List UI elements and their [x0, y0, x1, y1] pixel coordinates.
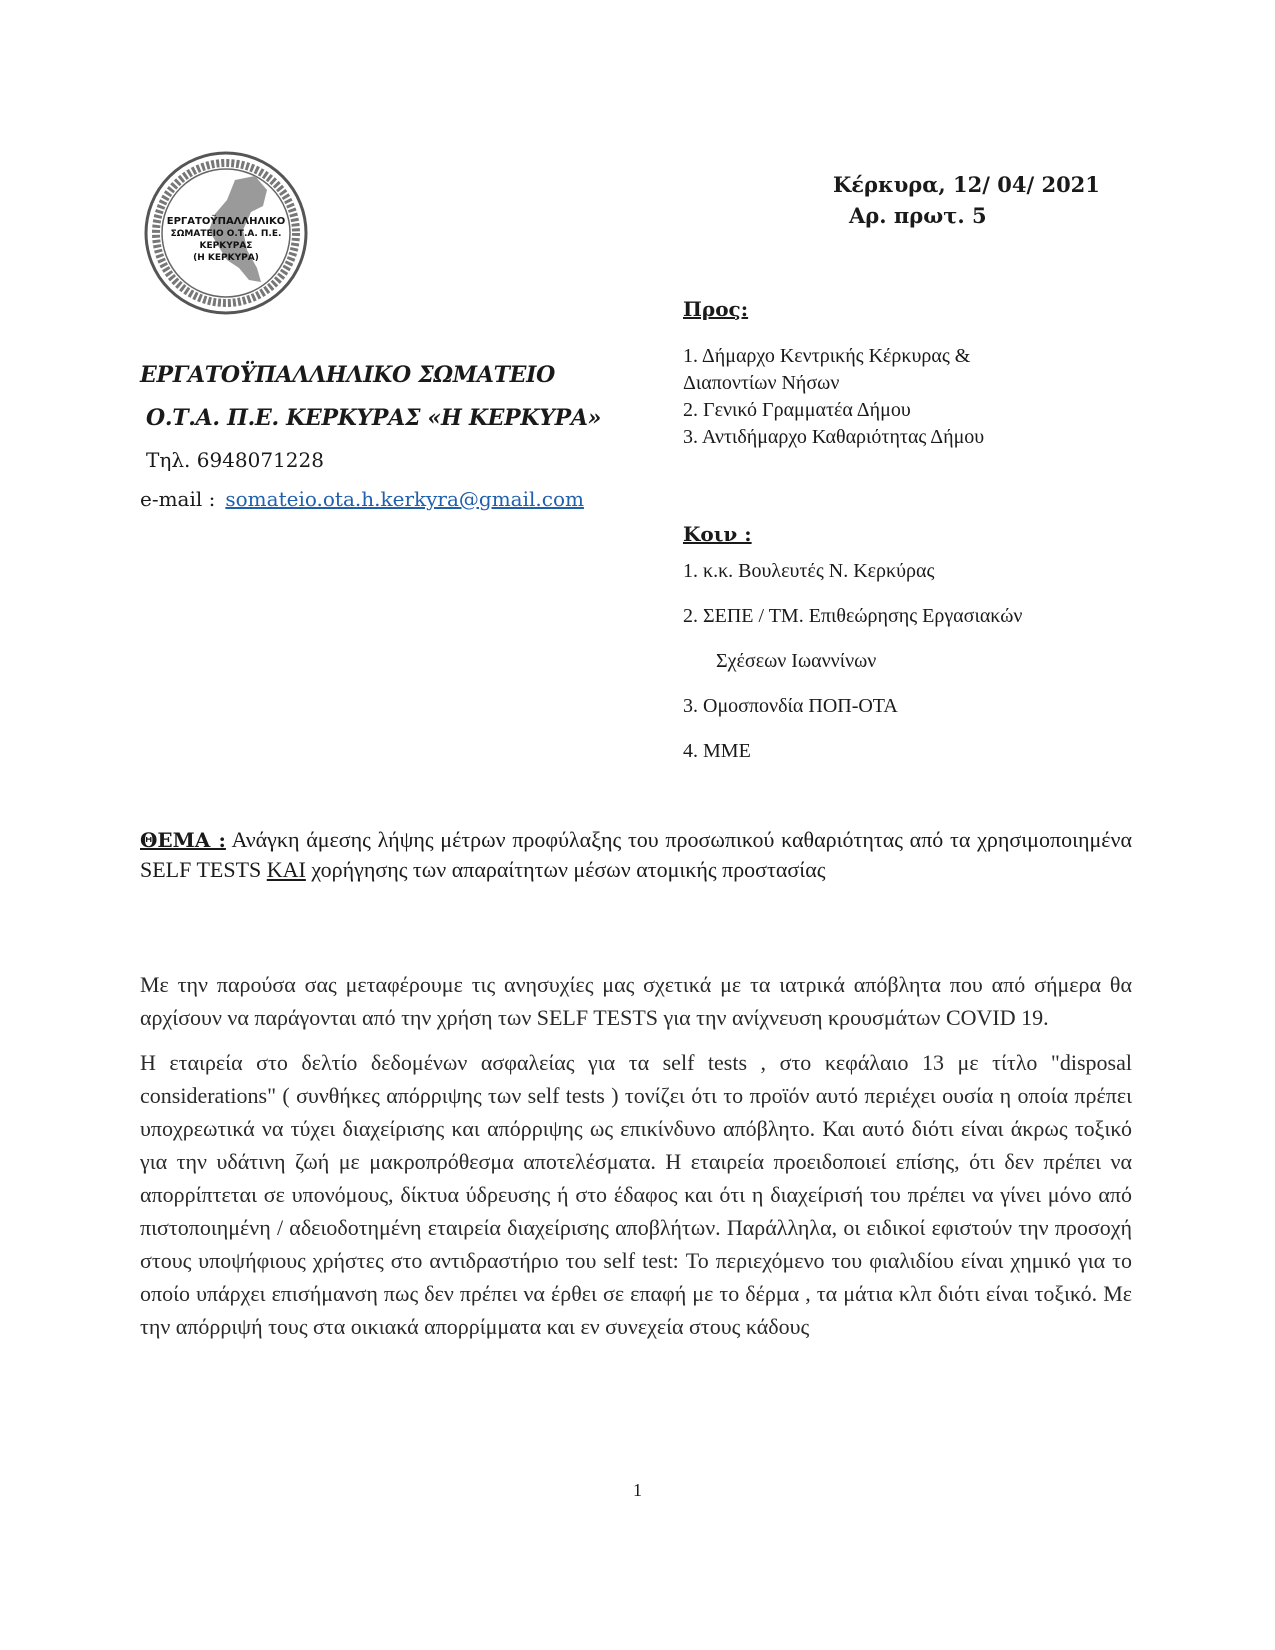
email-label: e-mail :	[140, 487, 216, 511]
document-date: Κέρκυρα, 12/ 04/ 2021	[833, 172, 1100, 197]
recipients-heading: Προς:	[683, 297, 749, 321]
email-link[interactable]: somateio.ota.h.kerkyra@gmail.com	[225, 487, 584, 511]
recipient-item: 2. Γενικό Γραμματέα Δήμου	[683, 399, 911, 421]
recipient-item: Διαποντίων Νήσων	[683, 372, 840, 394]
sender-phone: Τηλ. 6948071228	[146, 448, 324, 472]
sender-name-line1: ΕΡΓΑΤΟΫΠΑΛΛΗΛΙΚΟ ΣΩΜΑΤΕΙΟ	[140, 362, 555, 388]
cc-list	[683, 558, 1022, 783]
recipient-item: 1. Δήμαρχο Κεντρικής Κέρκυρας &	[683, 345, 971, 367]
recipient-item: 3. Αντιδήμαρχο Καθαριότητας Δήμου	[683, 426, 985, 448]
subject-block	[140, 825, 1132, 885]
cc-item: 2. ΣΕΠΕ / ΤΜ. Επιθεώρησης Εργασιακών	[683, 605, 1023, 627]
subject-text-part1: Ανάγκη άμεσης λήψης μέτρων προφύλαξης του προσωπικού καθαριότητας από τα χρησιμοποιημένα SELF TESTS	[140, 827, 1133, 882]
page-number: 1	[633, 1480, 642, 1500]
sender-name-line2: Ο.Τ.Α. Π.Ε. ΚΕΡΚΥΡΑΣ «Η ΚΕΡΚΥΡΑ»	[146, 405, 602, 431]
subject-text-part2: χορήγησης των απαραίτητων μέσων ατομικής προστασίας	[305, 857, 826, 882]
body-paragraph: Η εταιρεία στο δελτίο δεδομένων ασφαλείας για τα self tests , στο κεφάλαιο 13 με τίτλο "disposal considerations" ( συνθήκες απόρριψης των self tests ) τονίζει ότι το προϊόν αυτό περιέχει ουσία η οποία πρέπει υποχρεωτικά να τύχει διαχείρισης και απόρριψης ως επικίνδυνο απόβλητο. Και αυτό διότι είναι άκρως τοξικό για την υδάτινη ζωή με μακροπρόθεσμα αποτελέσματα. Η εταιρεία προειδοποιεί επίσης, ότι δεν πρέπει να απορρίπτεται σε υπονόμους, δίκτυα ύδρευσης ή στο έδαφος και ότι η διαχείρισή του πρέπει να γίνει μόνο από πιστοποιημένη / αδειοδοτημένη εταιρεία διαχείρισης αποβλήτων. Παράλληλα, οι ειδικοί εφιστούν την προσοχή στους υποψήφιους χρήστες στο αντιδραστήριο του self test: Το περιεχόμενο του φιαλιδίου είναι χημικό για το οποίο υπάρχει επισήμανση πως δεν πρέπει να έρθει σε επαφή με το δέρμα , τα μάτια κλπ διότι είναι τοξικό. Με την απόρριψή τους στα οικιακά απορρίμματα και εν συνεχεία στους κάδους	[140, 1050, 1132, 1339]
cc-item: 4. ΜΜΕ	[683, 740, 751, 762]
sender-email-row	[140, 487, 584, 511]
cc-item: 1. κ.κ. Βουλευτές Ν. Κερκύρας	[683, 560, 935, 582]
logo-text-line4: (Η ΚΕΡΚΥΡΑ)	[193, 253, 259, 263]
logo-text-line3: ΚΕΡΚΥΡΑΣ	[199, 241, 253, 251]
cc-item: Σχέσεων Ιωαννίνων	[716, 650, 877, 672]
subject-underlined: ΚΑΙ	[266, 857, 306, 882]
body-paragraph: Με την παρούσα σας μεταφέρουμε τις ανησυχίες μας σχετικά με τα ιατρικά απόβλητα που από σήμερα θα αρχίσουν να παράγονται από την χρήση των SELF TESTS για την ανίχνευση κρουσμάτων COVID 19.	[140, 972, 1132, 1030]
protocol-number: Αρ. πρωτ. 5	[849, 203, 987, 228]
union-logo	[143, 150, 309, 316]
cc-item: 3. Ομοσπονδία ΠΟΠ-ΟΤΑ	[683, 695, 898, 717]
cc-heading: Κοιν :	[683, 522, 752, 546]
recipients-list	[683, 343, 984, 451]
subject-label: ΘΕΜΑ :	[140, 828, 226, 852]
letter-body	[140, 968, 1132, 1355]
logo-text-line1: ΕΡΓΑΤΟΫΠΑΛΛΗΛΙΚΟ	[166, 216, 286, 227]
logo-text-line2: ΣΩΜΑΤΕΙΟ Ο.Τ.Α. Π.Ε.	[170, 229, 282, 239]
